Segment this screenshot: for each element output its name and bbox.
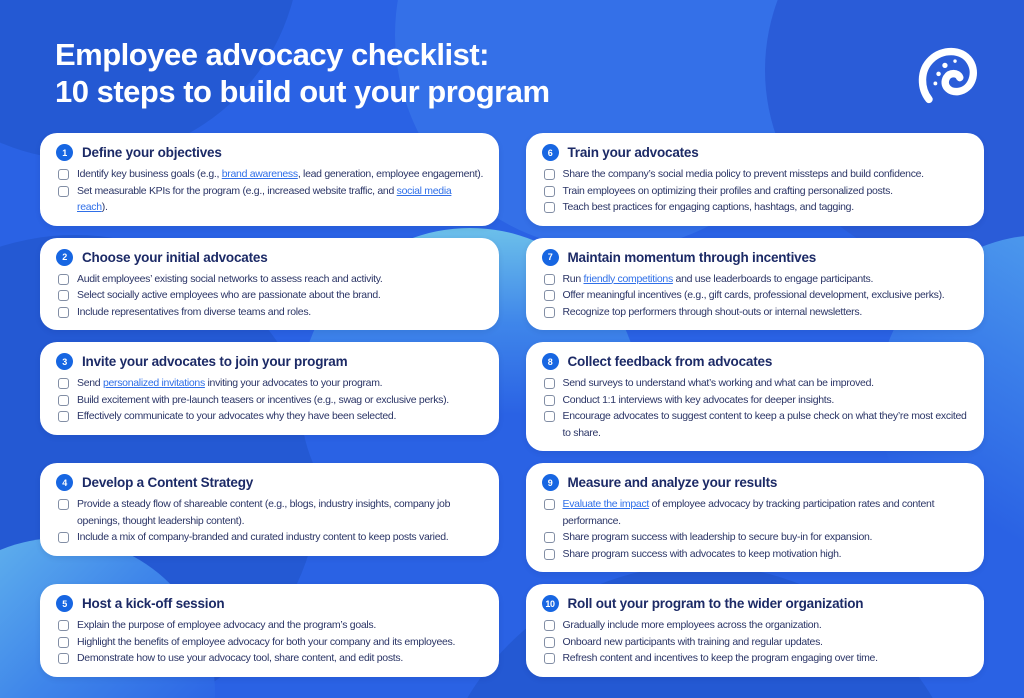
card-header xyxy=(542,249,970,266)
checklist-item-text: Set measurable KPIs for the program (e.g., increased website traffic, and social media reach). xyxy=(77,184,452,213)
checklist-item-text: Select socially active employees who are passionate about the brand. xyxy=(77,289,381,301)
card-header xyxy=(542,144,970,161)
step-number-badge: 9 xyxy=(542,474,559,491)
card-header xyxy=(542,474,970,491)
step-title: Host a kick-off session xyxy=(82,596,225,611)
checklist-item-text: Include a mix of company-branded and curated industry content to keep posts varied. xyxy=(77,531,449,543)
checklist-item xyxy=(56,408,484,425)
step-number-badge: 4 xyxy=(56,474,73,491)
step-number-badge: 8 xyxy=(542,353,559,370)
checklist-item xyxy=(56,271,484,288)
card-header xyxy=(542,595,970,612)
checklist-item-text: Offer meaningful incentives (e.g., gift cards, professional development, exclusive perks). xyxy=(562,289,945,301)
step-title: Collect feedback from advocates xyxy=(567,354,773,369)
checklist-item-text: Demonstrate how to use your advocacy tool, share content, and edit posts. xyxy=(77,652,403,664)
checkbox-empty-icon[interactable] xyxy=(544,532,555,543)
checkbox-empty-icon[interactable] xyxy=(544,186,555,197)
checklist-item-text: Highlight the benefits of employee advocacy for both your company and its employees. xyxy=(77,635,456,648)
checklist-item xyxy=(542,199,970,216)
checklist-item xyxy=(56,617,484,634)
checklist-item-text: Identify key business goals (e.g., brand awareness, lead generation, employee engagement). xyxy=(77,168,484,180)
checklist-item-text: Share program success with leadership to secure buy-in for expansion. xyxy=(562,531,873,543)
checkbox-empty-icon[interactable] xyxy=(58,274,69,285)
checklist-items xyxy=(542,271,970,321)
checklist-card xyxy=(40,133,499,226)
checklist-item xyxy=(542,617,970,634)
step-number-badge: 6 xyxy=(542,144,559,161)
checklist-item xyxy=(542,408,970,441)
inline-link[interactable]: social media reach xyxy=(77,184,452,213)
checklist-item-text: Share the company’s social media policy to prevent missteps and build confidence. xyxy=(562,168,924,180)
checklist-items xyxy=(56,271,484,321)
checklist-item-text: Evaluate the impact of employee advocacy by tracking participation rates and content performance. xyxy=(562,498,935,527)
checklist-items xyxy=(542,375,970,441)
checklist-item xyxy=(542,166,970,183)
checkbox-empty-icon[interactable] xyxy=(58,169,69,180)
card-header xyxy=(56,595,484,612)
checklist-items xyxy=(56,375,484,425)
checkbox-empty-icon[interactable] xyxy=(58,411,69,422)
checklist-item xyxy=(56,634,484,651)
checklist-item-text: Explain the purpose of employee advocacy and the program’s goals. xyxy=(77,619,377,631)
inline-link[interactable]: Evaluate the impact xyxy=(562,498,650,510)
page-title-line2: 10 steps to build out your program xyxy=(55,74,550,109)
step-title: Roll out your program to the wider organization xyxy=(567,596,864,611)
checklist-item xyxy=(542,529,970,546)
checklist-card xyxy=(526,342,985,451)
checklist-item-text: Provide a steady flow of shareable content (e.g., blogs, industry insights, company job openings, thought leadership content). xyxy=(77,498,451,527)
checklist-item xyxy=(56,496,484,529)
checklist-item-text: Teach best practices for engaging captions, hashtags, and tagging. xyxy=(562,201,854,213)
checkbox-empty-icon[interactable] xyxy=(544,274,555,285)
checkbox-empty-icon[interactable] xyxy=(58,395,69,406)
checklist-item-text: Effectively communicate to your advocates why they have been selected. xyxy=(77,410,397,422)
checklist-item-text: Include representatives from diverse teams and roles. xyxy=(77,305,311,318)
checkbox-empty-icon[interactable] xyxy=(58,290,69,301)
inline-link[interactable]: friendly competitions xyxy=(583,272,673,285)
checkbox-empty-icon[interactable] xyxy=(544,637,555,648)
checklist-items xyxy=(542,166,970,216)
checkbox-empty-icon[interactable] xyxy=(544,290,555,301)
card-header xyxy=(56,144,484,161)
checkbox-empty-icon[interactable] xyxy=(544,395,555,406)
checkbox-empty-icon[interactable] xyxy=(544,202,555,213)
checklist-items xyxy=(56,166,484,216)
checklist-card xyxy=(526,133,985,226)
checklist-item-text: Onboard new participants with training and regular updates. xyxy=(562,635,823,648)
step-number-badge: 7 xyxy=(542,249,559,266)
checklist-item xyxy=(542,183,970,200)
checkbox-empty-icon[interactable] xyxy=(544,169,555,180)
card-header xyxy=(56,474,484,491)
checklist-item-text: Audit employees’ existing social networks to assess reach and activity. xyxy=(77,272,383,285)
checkbox-empty-icon[interactable] xyxy=(544,499,555,510)
checklist-items xyxy=(542,617,970,667)
checklist-item xyxy=(542,650,970,667)
checklist-item-text: Refresh content and incentives to keep the program engaging over time. xyxy=(562,652,878,664)
checklist-item-text: Recognize top performers through shout-outs or internal newsletters. xyxy=(562,305,862,318)
checklist-item-text: Encourage advocates to suggest content to keep a pulse check on what they’re most excited to share. xyxy=(562,410,967,439)
checklist-item xyxy=(542,546,970,563)
step-title: Measure and analyze your results xyxy=(567,475,778,490)
checklist-item xyxy=(542,271,970,288)
card-header xyxy=(56,353,484,370)
checklist-item-text: Gradually include more employees across the organization. xyxy=(562,619,822,631)
checklist-item-text: Send personalized invitations inviting your advocates to your program. xyxy=(77,377,383,389)
checklist-card xyxy=(40,584,499,677)
checkbox-empty-icon[interactable] xyxy=(544,378,555,389)
inline-link[interactable]: personalized invitations xyxy=(102,377,205,389)
checklist-item xyxy=(56,287,484,304)
checkbox-empty-icon[interactable] xyxy=(544,411,555,422)
checklist-item xyxy=(56,529,484,546)
checkbox-empty-icon[interactable] xyxy=(58,186,69,197)
checklist-item xyxy=(542,392,970,409)
step-title: Train your advocates xyxy=(567,145,699,160)
card-header xyxy=(542,353,970,370)
checklist-item xyxy=(542,304,970,321)
checklist-item xyxy=(542,496,970,529)
checkbox-empty-icon[interactable] xyxy=(544,653,555,664)
checklist-grid xyxy=(40,133,984,677)
checklist-card xyxy=(526,238,985,331)
checklist-item xyxy=(56,375,484,392)
step-title: Maintain momentum through incentives xyxy=(567,249,817,265)
checklist-item xyxy=(56,183,484,216)
checklist-card xyxy=(526,584,985,677)
checklist-item-text: Build excitement with pre-launch teasers or incentives (e.g., swag or exclusive perks). xyxy=(77,393,449,406)
checkbox-empty-icon[interactable] xyxy=(58,532,69,543)
step-title: Develop a Content Strategy xyxy=(82,475,254,490)
step-number-badge: 10 xyxy=(542,595,559,612)
checklist-item-text: Train employees on optimizing their profiles and crafting personalized posts. xyxy=(562,184,893,197)
step-number-badge: 5 xyxy=(56,595,73,612)
checkbox-empty-icon[interactable] xyxy=(544,620,555,631)
checkbox-empty-icon[interactable] xyxy=(58,378,69,389)
checkbox-empty-icon[interactable] xyxy=(58,499,69,510)
step-number-badge: 3 xyxy=(56,353,73,370)
checklist-item xyxy=(542,634,970,651)
checklist-card xyxy=(40,463,499,556)
checklist-items xyxy=(56,617,484,667)
checkbox-empty-icon[interactable] xyxy=(544,307,555,318)
page-title-line1: Employee advocacy checklist: xyxy=(55,37,490,72)
checklist-item xyxy=(56,304,484,321)
checkbox-empty-icon[interactable] xyxy=(58,637,69,648)
checklist-card xyxy=(526,463,985,572)
page-title xyxy=(55,36,984,110)
checkbox-empty-icon[interactable] xyxy=(544,549,555,560)
checkbox-empty-icon[interactable] xyxy=(58,653,69,664)
card-header xyxy=(56,249,484,266)
step-number-badge: 1 xyxy=(56,144,73,161)
checklist-items xyxy=(56,496,484,546)
checkbox-empty-icon[interactable] xyxy=(58,620,69,631)
checklist-item-text: Send surveys to understand what’s working and what can be improved. xyxy=(562,377,874,389)
step-number-badge: 2 xyxy=(56,249,73,266)
step-title: Invite your advocates to join your program xyxy=(82,354,348,369)
checklist-item-text: Share program success with advocates to keep motivation high. xyxy=(562,547,842,560)
checkbox-empty-icon[interactable] xyxy=(58,307,69,318)
checklist-item xyxy=(56,392,484,409)
step-title: Choose your initial advocates xyxy=(82,249,268,265)
checklist-card xyxy=(40,238,499,331)
checklist-item xyxy=(56,166,484,183)
inline-link[interactable]: brand awareness xyxy=(221,168,298,180)
spiral-wave-logo-icon xyxy=(912,42,980,110)
checklist-item-text: Conduct 1:1 interviews with key advocates for deeper insights. xyxy=(562,393,834,406)
checklist-item xyxy=(542,375,970,392)
step-title: Define your objectives xyxy=(82,145,222,160)
poster-header xyxy=(0,0,1024,110)
checklist-item xyxy=(56,650,484,667)
checklist-item-text: Run friendly competitions and use leaderboards to engage participants. xyxy=(562,272,874,285)
checklist-items xyxy=(542,496,970,562)
checklist-card xyxy=(40,342,499,435)
checklist-item xyxy=(542,287,970,304)
